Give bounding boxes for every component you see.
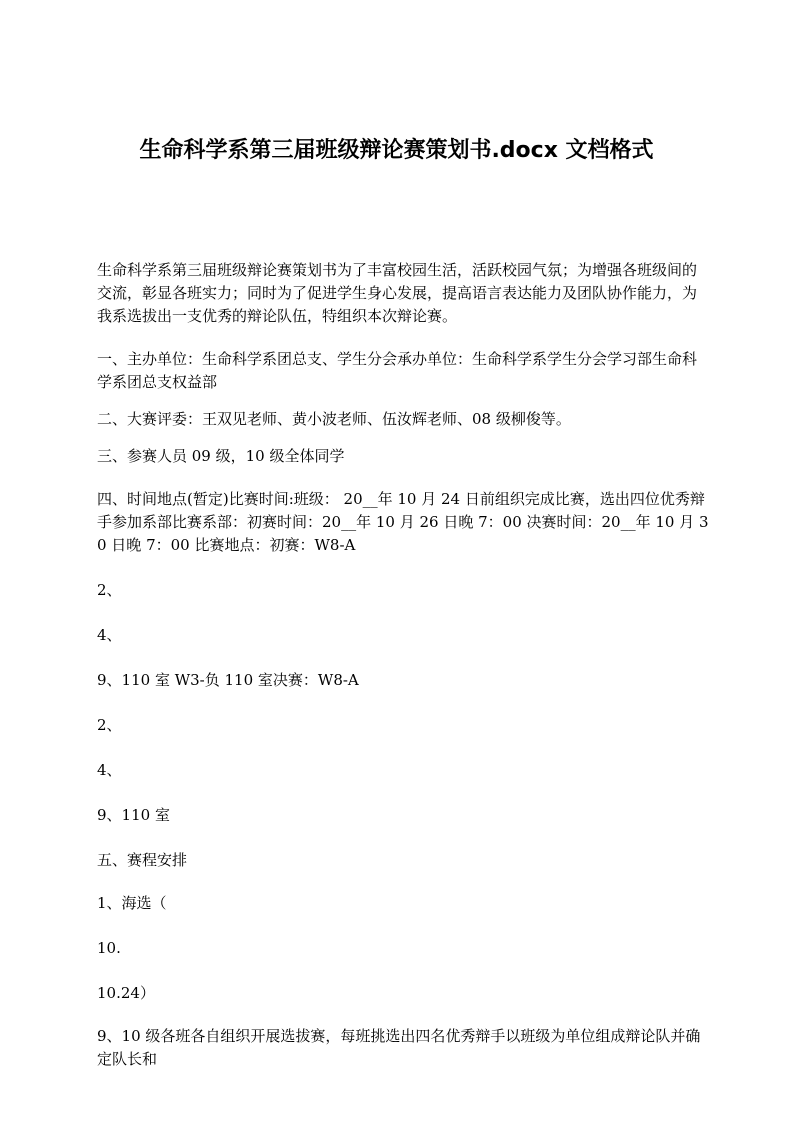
judges-paragraph: 二、大赛评委：王双见老师、黄小波老师、伍汝辉老师、08 级柳俊等。 <box>97 410 571 428</box>
list-item: 2、 <box>97 716 122 734</box>
list-item: 4、 <box>97 761 122 779</box>
list-item: 2、 <box>97 581 122 599</box>
list-item: 9、110 室 W3-负 110 室决赛：W8-A <box>97 671 359 689</box>
document-body <box>97 259 709 1085</box>
schedule-paragraph: 9、10 级各班各自组织开展选拔赛，每班挑选出四名优秀辩手以班级为单位组成辩论队并确定队长和 <box>97 1027 701 1068</box>
organizer-paragraph: 一、主办单位：生命科学系团总支、学生分会承办单位：生命科学系学生分会学习部生命科学系团总支权益部 <box>97 350 698 391</box>
list-item: 9、110 室 <box>97 806 170 824</box>
section-heading: 五、赛程安排 <box>97 851 188 869</box>
list-item: 4、 <box>97 626 122 644</box>
list-item: 10.24） <box>97 984 155 1002</box>
list-item: 10. <box>97 939 121 957</box>
intro-paragraph: 生命科学系第三届班级辩论赛策划书为了丰富校园生活，活跃校园气氛；为增强各班级间的交流，彰显各班实力；同时为了促进学生身心发展，提高语言表达能力及团队协作能力，为我系选拔出一支优秀的辩论队伍，特组织本次辩论赛。 <box>97 261 698 325</box>
list-item: 1、海选（ <box>97 894 167 912</box>
time-location-paragraph: 四、时间地点(暂定)比赛时间:班级： 20__年 10 月 24 日前组织完成比赛，选出四位优秀辩手参加系部比赛系部：初赛时间：20__年 10 月 26 日晚 7：00 决赛时间：20__年 10 月 30 日晚 7：00 比赛地点：初赛：W8-A <box>97 490 709 554</box>
document-title: 生命科学系第三届班级辩论赛策划书.docx 文档格式 <box>139 138 654 163</box>
participants-paragraph: 三、参赛人员 09 级，10 级全体同学 <box>97 447 345 465</box>
